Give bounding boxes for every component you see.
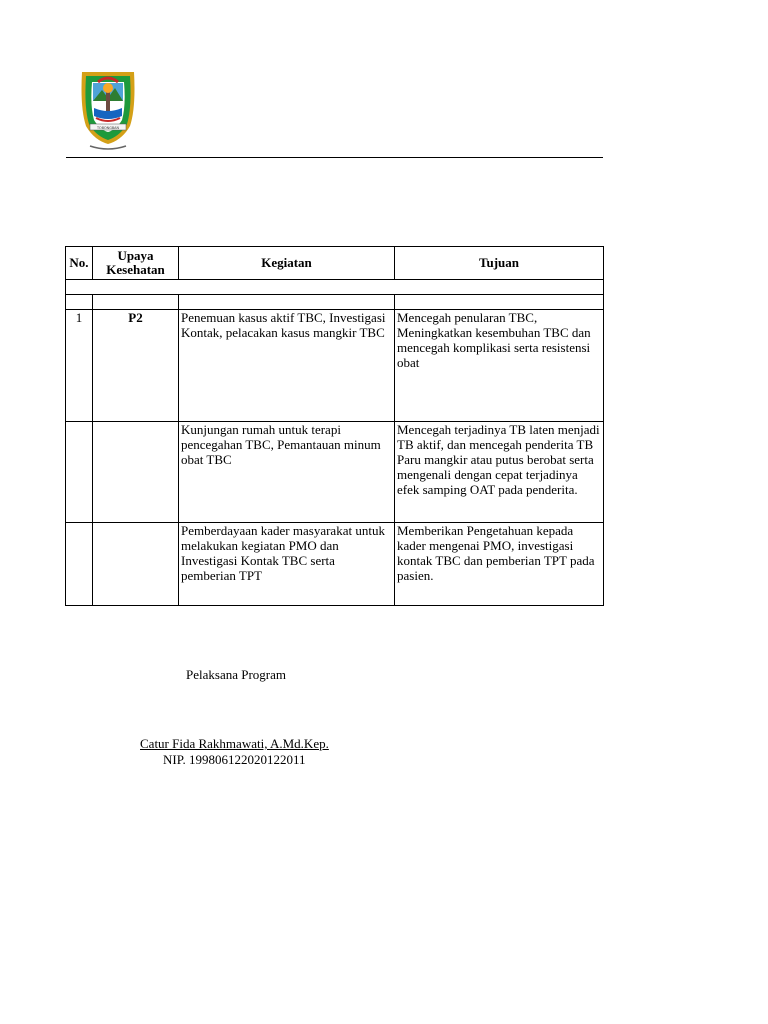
row-kegiatan: Pemberdayaan kader masyarakat untuk melakukan kegiatan PMO dan Investigasi Kontak TBC serta pemberian TPT xyxy=(179,523,395,606)
empty-cell xyxy=(395,295,604,310)
row-no xyxy=(66,523,93,606)
gap-cell xyxy=(66,280,604,295)
table-empty-row xyxy=(66,295,604,310)
header-no: No. xyxy=(66,247,93,280)
table-row xyxy=(66,310,604,422)
signature-role: Pelaksana Program xyxy=(186,667,287,682)
empty-cell xyxy=(179,295,395,310)
coat-of-arms-icon xyxy=(76,68,140,154)
svg-text:TOBONGBAN: TOBONGBAN xyxy=(96,126,120,130)
table-gap-row xyxy=(66,280,604,295)
row-kegiatan: Kunjungan rumah untuk terapi pencegahan TBC, Pemantauan minum obat TBC xyxy=(179,422,395,523)
row-tujuan: Mencegah terjadinya TB laten menjadi TB aktif, dan mencegah penderita TB Paru mangkir atau putus berobat serta mengenali dengan cepat terjadinya efek samping OAT pada penderita. xyxy=(395,422,604,523)
row-tujuan: Memberikan Pengetahuan kepada kader mengenai PMO, investigasi kontak TBC dan pemberian TPT pada pasien. xyxy=(395,523,604,606)
row-upaya xyxy=(93,523,179,606)
row-upaya xyxy=(93,422,179,523)
signature-nip: NIP. 199806122020122011 xyxy=(163,752,306,767)
header-tujuan: Tujuan xyxy=(395,247,604,280)
header-kegiatan: Kegiatan xyxy=(179,247,395,280)
row-kegiatan: Penemuan kasus aktif TBC, Investigasi Kontak, pelacakan kasus mangkir TBC xyxy=(179,310,395,422)
row-no xyxy=(66,422,93,523)
row-tujuan: Mencegah penularan TBC, Meningkatkan kesembuhan TBC dan mencegah komplikasi serta resistensi obat xyxy=(395,310,604,422)
table-row xyxy=(66,523,604,606)
row-upaya: P2 xyxy=(93,310,179,422)
table-row xyxy=(66,422,604,523)
row-no: 1 xyxy=(66,310,93,422)
signature-name: Catur Fida Rakhmawati, A.Md.Kep. xyxy=(140,736,329,751)
empty-cell xyxy=(66,295,93,310)
table-header-row xyxy=(66,247,604,280)
regency-coat-of-arms-logo xyxy=(76,68,140,154)
activity-table xyxy=(65,246,604,606)
header-upaya: Upaya Kesehatan xyxy=(93,247,179,280)
header-rule xyxy=(66,157,603,158)
empty-cell xyxy=(93,295,179,310)
